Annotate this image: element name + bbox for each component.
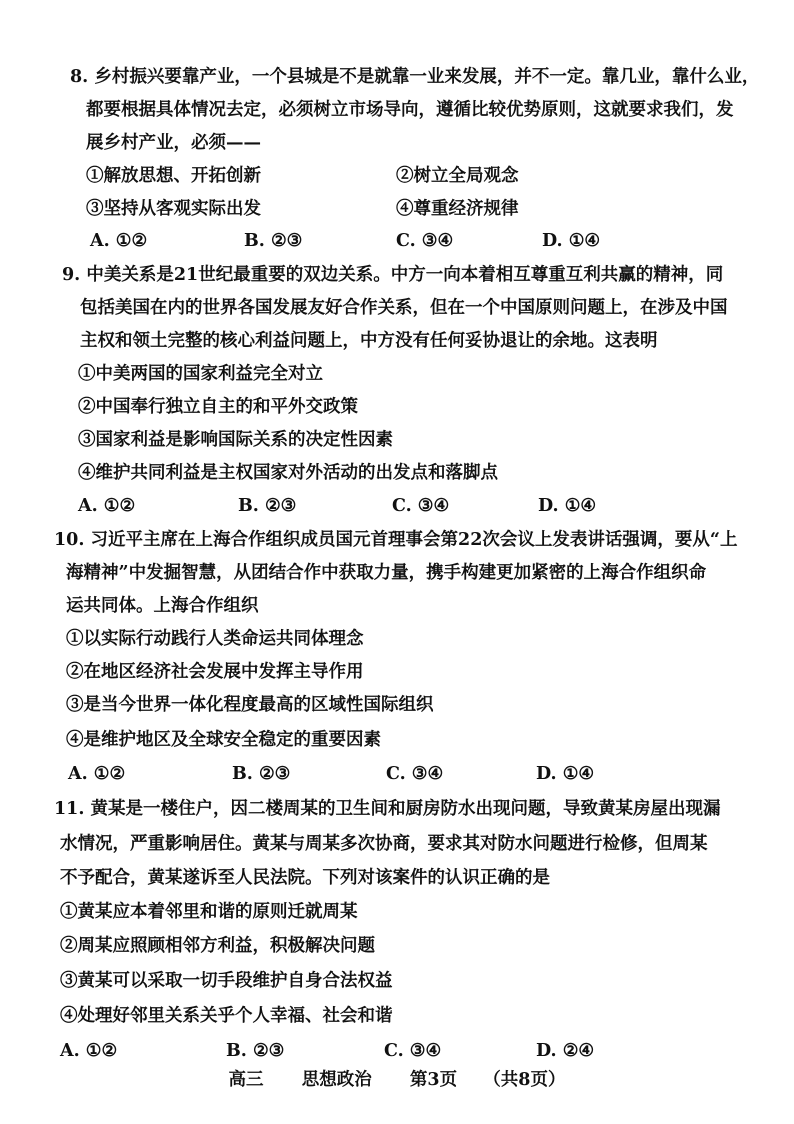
q9-stem-line-2: 包括美国在内的世界各国发展友好合作关系，但在一个中国原则问题上，在涉及中国 xyxy=(80,298,728,318)
q8-choice-b: B. ②③ xyxy=(244,231,303,251)
q9-stem-line-3: 主权和领土完整的核心利益问题上，中方没有任何妥协退让的余地。这表明 xyxy=(80,331,658,351)
q10-choice-b: B. ②③ xyxy=(232,764,291,784)
q9-choice-b: B. ②③ xyxy=(238,496,297,516)
q8-choice-c: C. ③④ xyxy=(396,231,454,251)
q11-stem-line-2: 水情况，严重影响居住。黄某与周某多次协商，要求其对防水问题进行检修，但周某 xyxy=(60,834,708,854)
q11-choice-c: C. ③④ xyxy=(384,1041,442,1061)
q10-choice-c: C. ③④ xyxy=(386,764,444,784)
footer-page-number: 第3页 xyxy=(409,1070,458,1090)
q9-statement-3: ③国家利益是影响国际关系的决定性因素 xyxy=(78,430,393,450)
q10-stem-line-3: 运共同体。上海合作组织 xyxy=(66,596,259,616)
q10-stem-line-1: 10. 习近平主席在上海合作组织成员国元首理事会第22次会议上发表讲话强调，要从“上 xyxy=(54,530,738,550)
q11-choice-a: A. ①② xyxy=(60,1041,118,1061)
q8-statement-3: ③坚持从客观实际出发 xyxy=(86,199,261,219)
q10-statement-1: ①以实际行动践行人类命运共同体理念 xyxy=(66,629,364,649)
q10-statement-2: ②在地区经济社会发展中发挥主导作用 xyxy=(66,662,364,682)
footer-total-pages: （共8页） xyxy=(483,1070,566,1090)
q8-statement-1: ①解放思想、开拓创新 xyxy=(86,166,261,186)
q10-statement-3: ③是当今世界一体化程度最高的区域性国际组织 xyxy=(66,695,434,715)
q11-statement-1: ①黄某应本着邻里和谐的原则迁就周某 xyxy=(60,902,358,922)
q11-statement-3: ③黄某可以采取一切手段维护自身合法权益 xyxy=(60,971,393,991)
q8-choice-d: D. ①④ xyxy=(542,231,601,251)
page-footer xyxy=(0,1066,794,1091)
q11-statement-4: ④处理好邻里关系关乎个人幸福、社会和谐 xyxy=(60,1006,393,1026)
q10-choice-a: A. ①② xyxy=(68,764,126,784)
q11-statement-2: ②周某应照顾相邻方利益，积极解决问题 xyxy=(60,936,375,956)
q8-stem-line-3: 展乡村产业，必须—— xyxy=(86,133,261,153)
q9-choice-c: C. ③④ xyxy=(392,496,450,516)
q10-choice-d: D. ①④ xyxy=(536,764,595,784)
q9-statement-4: ④维护共同利益是主权国家对外活动的出发点和落脚点 xyxy=(78,463,498,483)
q8-stem-line-2: 都要根据具体情况去定，必须树立市场导向，遵循比较优势原则，这就要求我们，发 xyxy=(86,100,734,120)
q11-stem-line-1: 11. 黄某是一楼住户，因二楼周某的卫生间和厨房防水出现问题，导致黄某房屋出现漏 xyxy=(54,799,721,819)
q9-statement-2: ②中国奉行独立自主的和平外交政策 xyxy=(78,397,358,417)
q9-stem-line-1: 9. 中美关系是21世纪最重要的双边关系。中方一向本着相互尊重互利共赢的精神，同 xyxy=(62,265,724,285)
q8-stem-line-1: 8. 乡村振兴要靠产业，一个县城是不是就靠一业来发展，并不一定。靠几业，靠什么业， xyxy=(70,67,760,87)
q9-statement-1: ①中美两国的国家利益完全对立 xyxy=(78,364,323,384)
q11-choice-b: B. ②③ xyxy=(226,1041,285,1061)
q10-stem-line-2: 海精神”中发掘智慧，从团结合作中获取力量，携手构建更加紧密的上海合作组织命 xyxy=(66,563,707,583)
q11-choice-d: D. ②④ xyxy=(536,1041,595,1061)
footer-subject: 思想政治 xyxy=(301,1070,372,1090)
q8-statement-2: ②树立全局观念 xyxy=(396,166,519,186)
q8-statement-4: ④尊重经济规律 xyxy=(396,199,519,219)
q9-choice-a: A. ①② xyxy=(78,496,136,516)
q8-choice-a: A. ①② xyxy=(90,231,148,251)
q10-statement-4: ④是维护地区及全球安全稳定的重要因素 xyxy=(66,730,381,750)
footer-grade: 高三 xyxy=(228,1070,264,1090)
q9-choice-d: D. ①④ xyxy=(538,496,597,516)
q11-stem-line-3: 不予配合，黄某遂诉至人民法院。下列对该案件的认识正确的是 xyxy=(60,868,550,888)
